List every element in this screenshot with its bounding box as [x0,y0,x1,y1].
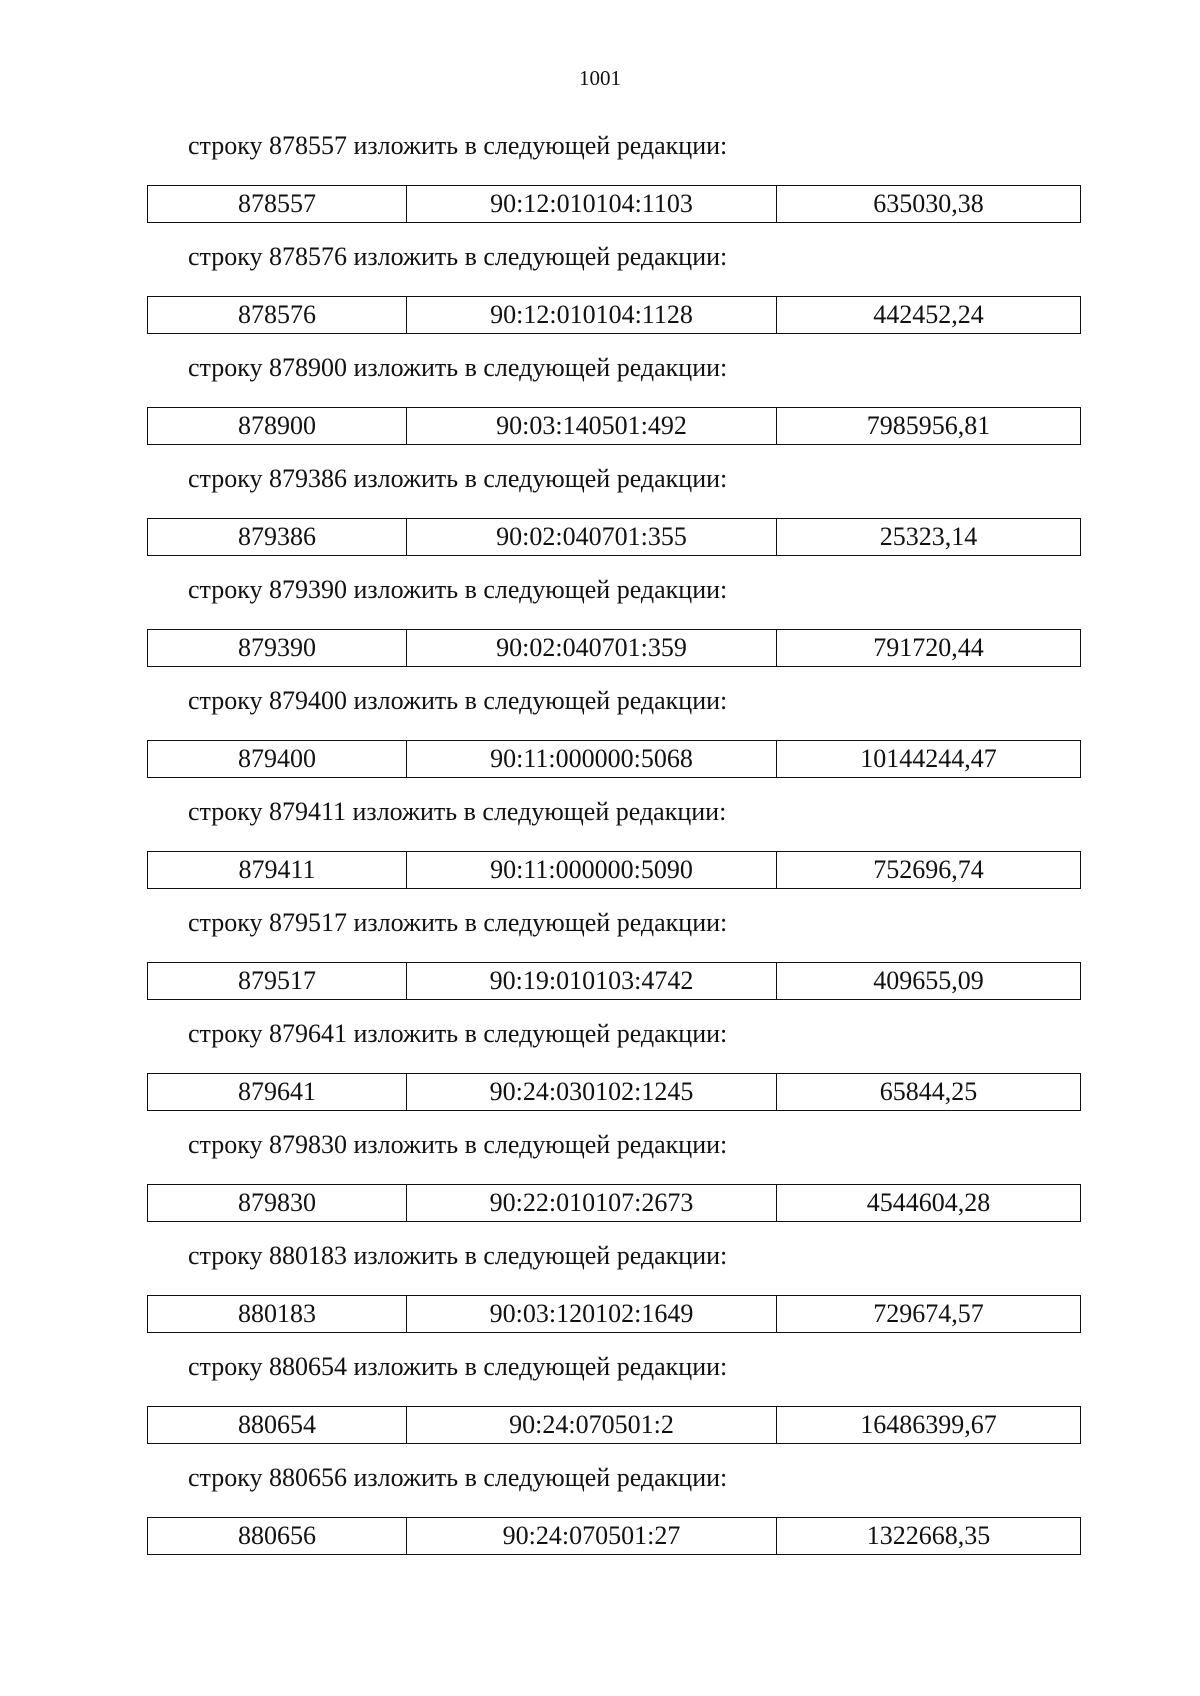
cadastral-number-cell: 90:02:040701:359 [407,630,777,666]
amendment-caption: строку 879830 изложить в следующей редакции: [188,1130,728,1159]
value-cell: 4544604,28 [866,1188,991,1217]
row-number-cell: 879830 [148,1185,407,1221]
value-cell: 752696,74 [873,855,984,884]
row-number-cell: 880656 [148,1518,407,1554]
cadastral-number-cell: 90:12:010104:1103 [407,186,777,222]
amendment-entry [0,908,1200,1019]
row-number-cell: 880654 [148,1407,407,1443]
table-row [147,296,1081,334]
table-row [147,185,1081,223]
cadastral-number-cell: 90:02:040701:355 [407,519,777,555]
amendment-entry [0,464,1200,575]
amendment-caption: строку 879411 изложить в следующей редакции: [188,797,727,826]
amendment-entry [0,1019,1200,1130]
row-number-cell: 879411 [148,852,407,888]
value-cell: 635030,38 [873,189,984,218]
amendment-caption: строку 879390 изложить в следующей редакции: [188,575,728,604]
value-cell: 791720,44 [873,633,984,662]
amendment-caption: строку 878576 изложить в следующей редакции: [188,242,728,271]
cadastral-number-cell: 90:24:070501:27 [407,1518,777,1554]
value-cell: 16486399,67 [860,1410,997,1439]
value-cell: 1322668,35 [866,1521,991,1550]
table-row [147,1184,1081,1222]
row-number-cell: 878557 [148,186,407,222]
amendment-entry [0,1352,1200,1463]
table-row [147,407,1081,445]
amendment-entry [0,131,1200,242]
table-row [147,962,1081,1000]
cadastral-number-cell: 90:03:120102:1649 [407,1296,777,1332]
value-cell: 10144244,47 [860,744,997,773]
amendment-entry [0,1241,1200,1352]
cadastral-number-cell: 90:22:010107:2673 [407,1185,777,1221]
value-cell: 409655,09 [873,966,984,995]
table-row [147,851,1081,889]
table-row [147,518,1081,556]
table-row [147,1406,1081,1444]
row-number-cell: 879386 [148,519,407,555]
amendment-list [0,131,1200,1574]
row-number-cell: 879641 [148,1074,407,1110]
amendment-caption: строку 879641 изложить в следующей редакции: [188,1019,728,1048]
amendment-entry [0,797,1200,908]
amendment-caption: строку 878900 изложить в следующей редакции: [188,353,728,382]
cadastral-number-cell: 90:11:000000:5068 [407,741,777,777]
amendment-entry [0,575,1200,686]
amendment-caption: строку 880654 изложить в следующей редакции: [188,1352,728,1381]
value-cell: 729674,57 [873,1299,984,1328]
value-cell: 65844,25 [879,1077,978,1106]
amendment-entry [0,353,1200,464]
cadastral-number-cell: 90:24:070501:2 [407,1407,777,1443]
amendment-entry [0,1130,1200,1241]
amendment-caption: строку 880183 изложить в следующей редакции: [188,1241,728,1270]
row-number-cell: 880183 [148,1296,407,1332]
row-number-cell: 878900 [148,408,407,444]
cadastral-number-cell: 90:03:140501:492 [407,408,777,444]
value-cell: 7985956,81 [866,411,991,440]
amendment-entry [0,686,1200,797]
cadastral-number-cell: 90:24:030102:1245 [407,1074,777,1110]
row-number-cell: 879517 [148,963,407,999]
cadastral-number-cell: 90:12:010104:1128 [407,297,777,333]
row-number-cell: 879390 [148,630,407,666]
cadastral-number-cell: 90:11:000000:5090 [407,852,777,888]
value-cell: 25323,14 [879,522,978,551]
row-number-cell: 878576 [148,297,407,333]
amendment-entry [0,1463,1200,1574]
table-row [147,629,1081,667]
table-row [147,1295,1081,1333]
amendment-caption: строку 880656 изложить в следующей редакции: [188,1463,728,1492]
page-number: 1001 [579,66,621,90]
amendment-entry [0,242,1200,353]
cadastral-number-cell: 90:19:010103:4742 [407,963,777,999]
amendment-caption: строку 878557 изложить в следующей редакции: [188,131,728,160]
amendment-caption: строку 879386 изложить в следующей редакции: [188,464,728,493]
table-row [147,1517,1081,1555]
value-cell: 442452,24 [873,300,984,329]
row-number-cell: 879400 [148,741,407,777]
amendment-caption: строку 879517 изложить в следующей редакции: [188,908,728,937]
table-row [147,740,1081,778]
amendment-caption: строку 879400 изложить в следующей редакции: [188,686,728,715]
table-row [147,1073,1081,1111]
